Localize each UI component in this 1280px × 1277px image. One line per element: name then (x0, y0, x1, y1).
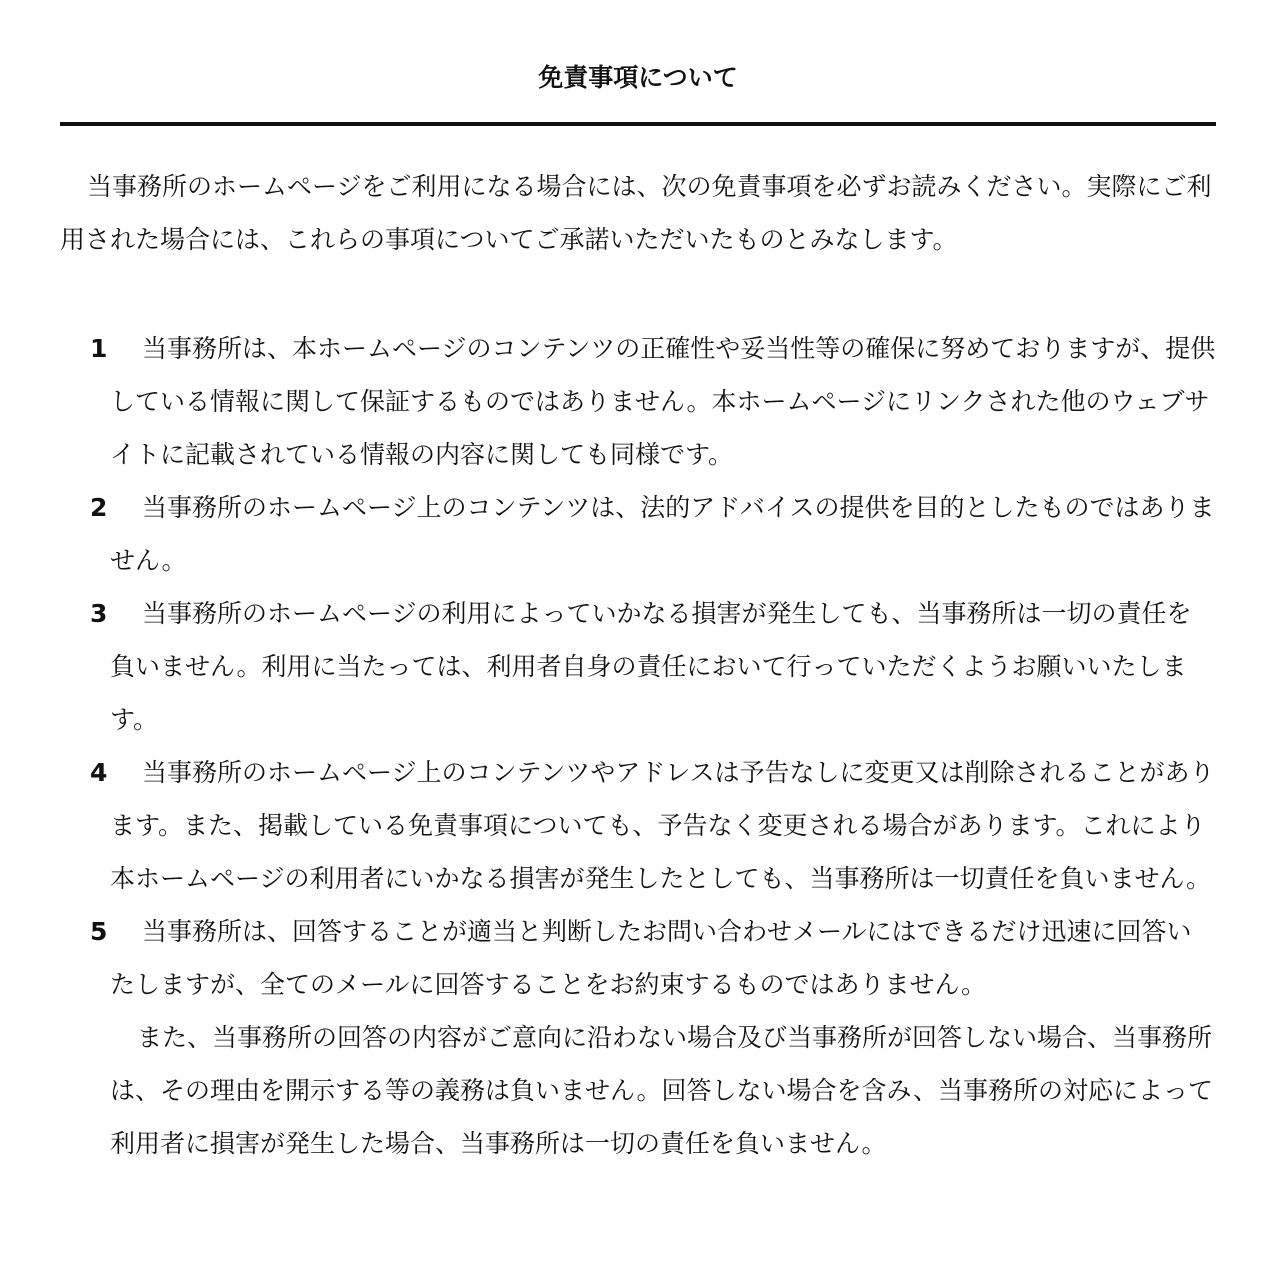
disclaimer-item-1 (60, 322, 1216, 481)
item-text: 当事務所のホームページの利用によっていかなる損害が発生しても、当事務所は一切の責任を負いません。利用に当たっては、利用者自身の責任において行っていただくようお願いいたします。 (110, 599, 1192, 734)
disclaimer-item-5 (60, 905, 1216, 1170)
disclaimer-item-2 (60, 481, 1216, 587)
item-number: 3 (90, 599, 108, 628)
page-title: 免責事項について (538, 63, 738, 92)
disclaimer-item-3 (60, 587, 1216, 746)
title-divider (60, 122, 1216, 126)
item-number: 2 (90, 493, 108, 522)
item-number: 5 (90, 917, 108, 946)
item-number: 4 (90, 758, 108, 787)
disclaimer-item-4 (60, 746, 1216, 905)
disclaimer-list (60, 322, 1216, 1170)
item-number: 1 (90, 334, 108, 363)
intro-paragraph: 当事務所のホームページをご利用になる場合には、次の免責事項を必ずお読みください。実際にご利用された場合には、これらの事項についてご承諾いただいたものとみなします。 (60, 172, 1212, 254)
item-text: 当事務所は、回答することが適当と判断したお問い合わせメールにはできるだけ迅速に回答いたしますが、全てのメールに回答することをお約束するものではありません。 (110, 917, 1192, 999)
item-text: 当事務所は、本ホームページのコンテンツの正確性や妥当性等の確保に努めておりますが、提供している情報に関して保証するものではありません。本ホームページにリンクされた他のウェブサイトに記載されている情報の内容に関しても同様です。 (110, 334, 1216, 469)
item-text: 当事務所のホームページ上のコンテンツやアドレスは予告なしに変更又は削除されることがあります。また、掲載している免責事項についても、予告なく変更される場合があります。これにより本ホームページの利用者にいかなる損害が発生したとしても、当事務所は一切責任を負いません。 (110, 758, 1215, 893)
item-text-continued: また、当事務所の回答の内容がご意向に沿わない場合及び当事務所が回答しない場合、当事務所は、その理由を開示する等の義務は負いません。回答しない場合を含み、当事務所の対応によって利用者に損害が発生した場合、当事務所は一切の責任を負いません。 (110, 1023, 1214, 1158)
item-text: 当事務所のホームページ上のコンテンツは、法的アドバイスの提供を目的としたものではありません。 (110, 493, 1215, 575)
